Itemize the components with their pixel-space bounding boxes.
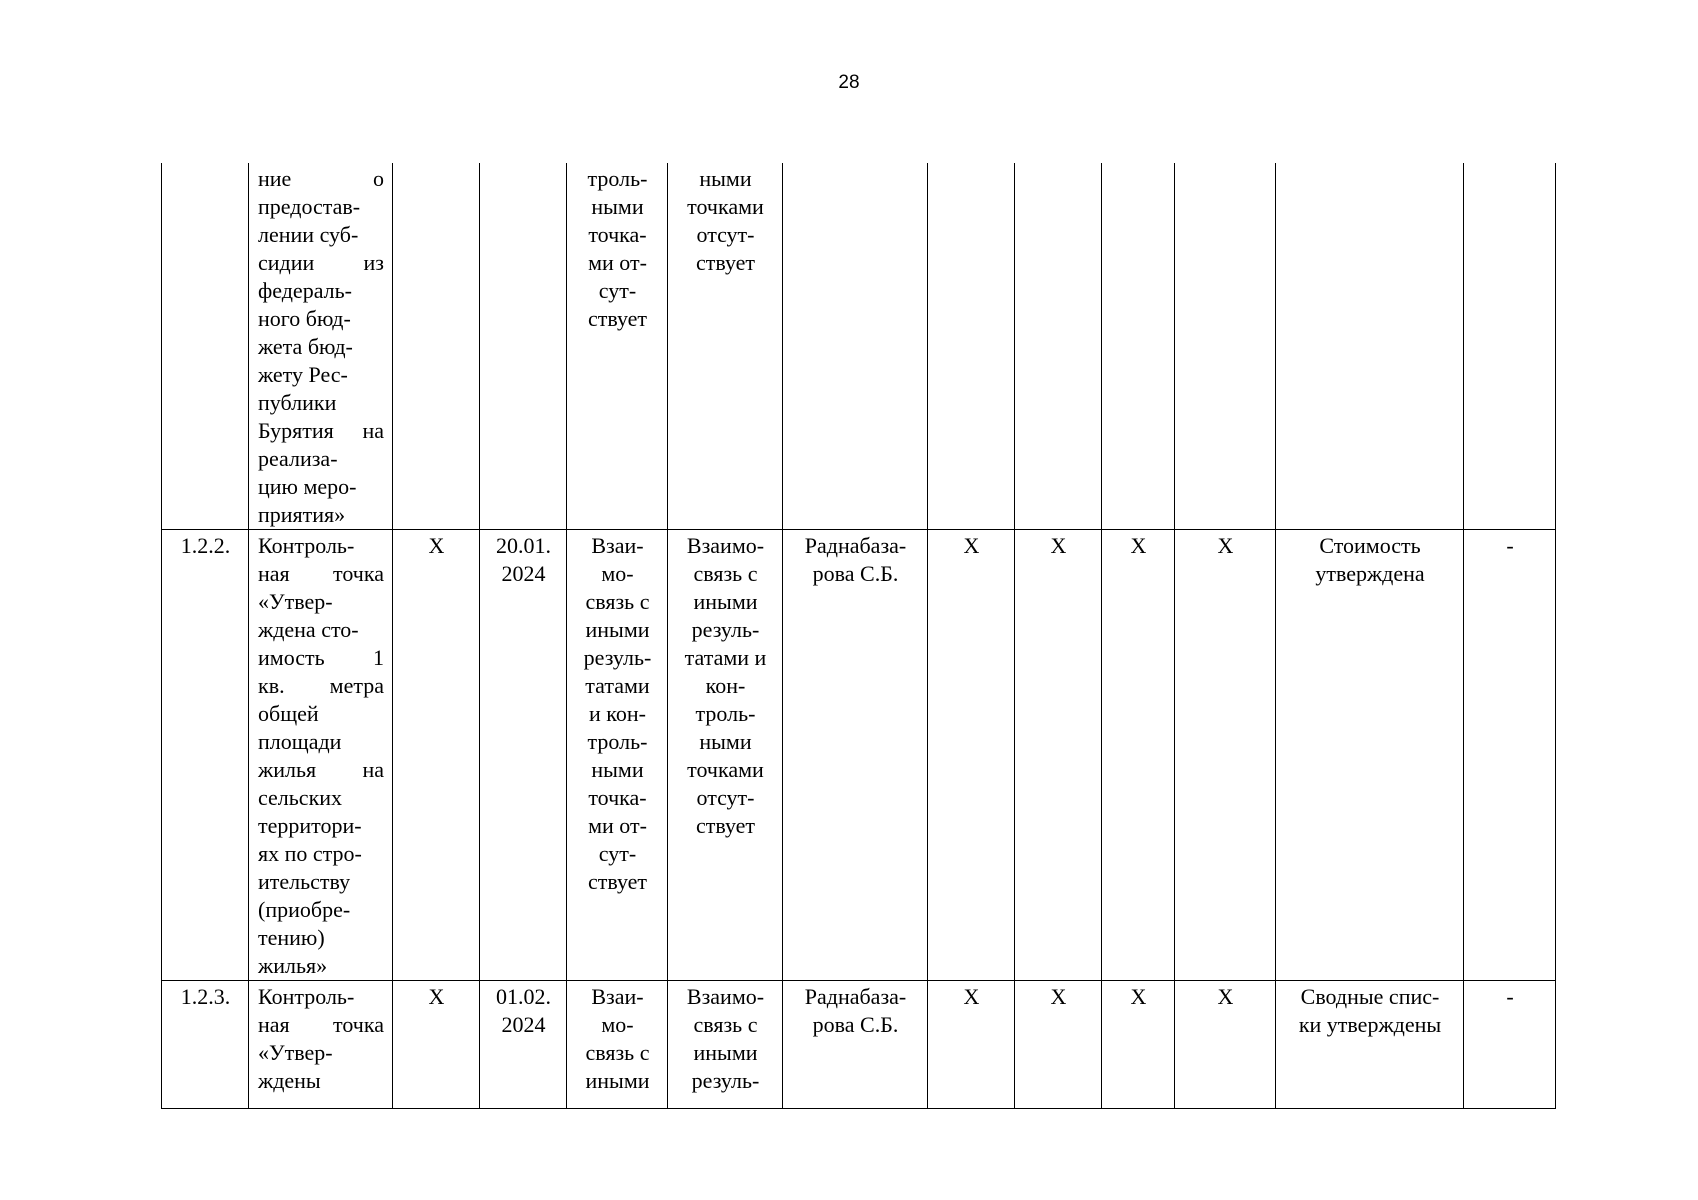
cell-line: «Утвер- (258, 589, 333, 614)
cell-relation (567, 530, 668, 981)
cell-line: ными (591, 757, 644, 782)
cell-line: отсут- (696, 222, 755, 247)
cell-line: ях по стро- (258, 841, 362, 866)
cell-line: точками (687, 194, 764, 219)
cell-line: (приобре- (258, 897, 351, 922)
cell-x: X (393, 530, 480, 981)
cell-line: 20.01. (496, 533, 551, 558)
cell-line: ствует (587, 306, 648, 331)
cell-line: троль- (695, 701, 756, 726)
cell-line: Контроль- (258, 984, 355, 1009)
table-row (162, 530, 1556, 981)
cell-line: «Утвер- (258, 1040, 333, 1065)
table-row (162, 163, 1556, 530)
cell-x: X (1102, 981, 1175, 1109)
cell-x: X (1102, 530, 1175, 981)
cell-line: ствует (695, 250, 756, 275)
cell-line: территори- (258, 813, 362, 838)
cell-line: Контроль- (258, 533, 355, 558)
cell-x (1102, 163, 1175, 530)
cell-line: иными (585, 617, 650, 642)
cell-line: троль- (587, 729, 648, 754)
cell-line: точка- (588, 222, 647, 247)
cell-x: X (928, 530, 1015, 981)
cell-line: лении суб- (258, 222, 359, 247)
cell-number: 1.2.2. (162, 530, 249, 981)
cell-date (480, 981, 567, 1109)
cell-date (480, 163, 567, 530)
cell-name (249, 530, 393, 981)
cell-line: утверждена (1315, 561, 1425, 586)
cell-line: ительству (258, 869, 351, 894)
cell-line: иными (693, 589, 758, 614)
cell-line: ми от- (588, 250, 647, 275)
cell-line: Взаи- (591, 984, 644, 1009)
cell-line: сут- (598, 841, 637, 866)
cell-line: ная точка (258, 561, 384, 586)
cell-line: связь с (693, 1012, 758, 1037)
cell-line: публики (258, 390, 337, 415)
cell-line: мо- (601, 561, 634, 586)
cell-line: Стоимость (1319, 533, 1421, 558)
cell-line: 2024 (501, 1012, 546, 1037)
cell-line: Взаимо- (686, 984, 765, 1009)
cell-date (480, 530, 567, 981)
cell-line: 01.02. (496, 984, 551, 1009)
cell-line: кон- (705, 673, 746, 698)
cell-x (393, 163, 480, 530)
cell-line: ного бюд- (258, 306, 351, 331)
cell-responsible (783, 981, 928, 1109)
cell-line: тению) (258, 925, 325, 950)
cell-line: предостав- (258, 194, 361, 219)
cell-note (1464, 163, 1556, 530)
cell-line: ными (699, 166, 752, 191)
cell-note: - (1464, 530, 1556, 981)
cell-line: сидии из (258, 250, 384, 275)
cell-x: X (1175, 981, 1276, 1109)
cell-line: точками (687, 757, 764, 782)
cell-x: X (1015, 981, 1102, 1109)
cell-line: рова С.Б. (812, 561, 899, 586)
cell-line: имость 1 (258, 645, 384, 670)
cell-relation (567, 163, 668, 530)
cell-line: ная точка (258, 1012, 384, 1037)
cell-line: татами и (684, 645, 767, 670)
cell-line: ми от- (588, 813, 647, 838)
cell-line: ными (699, 729, 752, 754)
control-points-table (161, 163, 1556, 1109)
cell-x (928, 163, 1015, 530)
cell-line: приятия» (258, 502, 346, 527)
cell-number: 1.2.3. (162, 981, 249, 1109)
cell-line: отсут- (696, 785, 755, 810)
cell-line: ствует (695, 813, 756, 838)
cell-line: связь с (585, 1040, 650, 1065)
cell-line: и кон- (589, 701, 646, 726)
cell-line: иными (585, 1068, 650, 1093)
cell-line: резуль- (691, 617, 760, 642)
cell-line: Взаи- (591, 533, 644, 558)
cell-line: мо- (601, 1012, 634, 1037)
cell-line: жилья на (258, 757, 384, 782)
cell-x: X (393, 981, 480, 1109)
cell-x (1175, 163, 1276, 530)
cell-line: резуль- (583, 645, 652, 670)
page-number: 28 (838, 72, 860, 93)
cell-x: X (1015, 530, 1102, 981)
cell-line: сельских (258, 785, 343, 810)
cell-line: ствует (587, 869, 648, 894)
cell-line: Взаимо- (686, 533, 765, 558)
cell-responsible (783, 530, 928, 981)
cell-line: жилья» (258, 953, 328, 978)
cell-result (1276, 981, 1464, 1109)
cell-name (249, 163, 393, 530)
cell-line: кв. метра (258, 673, 384, 698)
cell-relation-2 (668, 163, 783, 530)
cell-relation (567, 981, 668, 1109)
cell-line: связь с (585, 589, 650, 614)
cell-line: ки утверждены (1298, 1012, 1442, 1037)
cell-line: рова С.Б. (812, 1012, 899, 1037)
cell-name (249, 981, 393, 1109)
cell-result (1276, 530, 1464, 981)
cell-responsible (783, 163, 928, 530)
cell-line: общей (258, 701, 319, 726)
cell-note: - (1464, 981, 1556, 1109)
cell-relation-2 (668, 981, 783, 1109)
cell-x (1015, 163, 1102, 530)
cell-line: ждена сто- (258, 617, 359, 642)
cell-line: ными (591, 194, 644, 219)
cell-x: X (1175, 530, 1276, 981)
cell-line: федераль- (258, 278, 352, 303)
cell-relation-2 (668, 530, 783, 981)
table-row (162, 981, 1556, 1109)
cell-number (162, 163, 249, 530)
cell-line: татами (585, 673, 650, 698)
cell-line: ждены (258, 1068, 321, 1093)
cell-result (1276, 163, 1464, 530)
cell-line: 2024 (501, 561, 546, 586)
cell-line: резуль- (691, 1068, 760, 1093)
cell-line: площади (258, 729, 342, 754)
cell-line: ние о (258, 166, 384, 191)
cell-line: цию меро- (258, 474, 357, 499)
table-body (162, 163, 1556, 1109)
cell-line: Бурятия на (258, 418, 384, 443)
cell-line: иными (693, 1040, 758, 1065)
cell-line: Раднабаза- (804, 984, 907, 1009)
cell-x: X (928, 981, 1015, 1109)
cell-line: жету Рес- (258, 362, 348, 387)
cell-line: жета бюд- (258, 334, 353, 359)
cell-line: реализа- (258, 446, 338, 471)
cell-line: Раднабаза- (804, 533, 907, 558)
cell-line: точка- (588, 785, 647, 810)
cell-line: троль- (587, 166, 648, 191)
cell-line: Сводные спис- (1300, 984, 1440, 1009)
cell-line: связь с (693, 561, 758, 586)
cell-line: сут- (598, 278, 637, 303)
